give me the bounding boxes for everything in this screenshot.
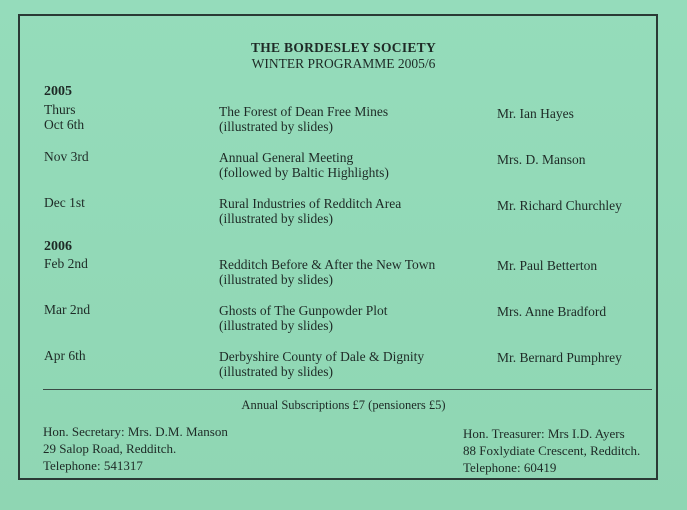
secretary-address: 29 Salop Road, Redditch. — [43, 441, 177, 456]
treasurer-telephone: Telephone: 60419 — [463, 460, 557, 475]
event-note: (illustrated by slides) — [219, 364, 333, 379]
event-date — [44, 102, 84, 132]
event-day: Thurs — [44, 102, 76, 117]
event-title: Rural Industries of Redditch Area — [219, 196, 402, 211]
secretary-block — [43, 423, 228, 474]
event-talk — [219, 349, 424, 379]
event-title: The Forest of Dean Free Mines — [219, 104, 389, 119]
event-talk — [219, 150, 389, 180]
event-note: (illustrated by slides) — [219, 211, 333, 226]
event-speaker: Mr. Ian Hayes — [497, 106, 574, 121]
event-date: Apr 6th — [44, 348, 86, 363]
treasurer-address: 88 Foxlydiate Crescent, Redditch. — [463, 443, 641, 458]
event-speaker: Mr. Richard Churchley — [497, 198, 622, 213]
annual-subscriptions: Annual Subscriptions £7 (pensioners £5) — [241, 398, 446, 412]
event-date-line: Oct 6th — [44, 117, 85, 132]
event-note: (illustrated by slides) — [219, 318, 333, 333]
event-date: Mar 2nd — [44, 302, 91, 317]
event-date: Feb 2nd — [44, 256, 88, 271]
year-heading-2006: 2006 — [44, 239, 72, 254]
event-speaker: Mr. Paul Betterton — [497, 258, 598, 273]
treasurer-name: Hon. Treasurer: Mrs I.D. Ayers — [463, 426, 625, 441]
event-title: Derbyshire County of Dale & Dignity — [219, 349, 425, 364]
event-speaker: Mrs. D. Manson — [497, 152, 586, 167]
event-title: Annual General Meeting — [219, 150, 354, 165]
secretary-telephone: Telephone: 541317 — [43, 458, 143, 473]
event-talk — [219, 257, 435, 287]
event-title: Ghosts of The Gunpowder Plot — [219, 303, 388, 318]
treasurer-block — [463, 425, 640, 476]
event-talk — [219, 104, 388, 134]
event-title: Redditch Before & After the New Town — [219, 257, 436, 272]
event-note: (illustrated by slides) — [219, 272, 333, 287]
event-speaker: Mr. Bernard Pumphrey — [497, 350, 622, 365]
event-note: (illustrated by slides) — [219, 119, 333, 134]
secretary-name: Hon. Secretary: Mrs. D.M. Manson — [43, 424, 228, 439]
programme-subtitle: WINTER PROGRAMME 2005/6 — [251, 56, 436, 71]
event-talk — [219, 303, 388, 333]
year-heading-2005: 2005 — [44, 84, 72, 99]
event-date: Dec 1st — [44, 195, 85, 210]
event-talk — [219, 196, 401, 226]
divider — [43, 389, 652, 390]
event-speaker: Mrs. Anne Bradford — [497, 304, 607, 319]
society-title: THE BORDESLEY SOCIETY — [250, 40, 437, 55]
event-note: (followed by Baltic Highlights) — [219, 165, 389, 180]
event-date: Nov 3rd — [44, 149, 89, 164]
